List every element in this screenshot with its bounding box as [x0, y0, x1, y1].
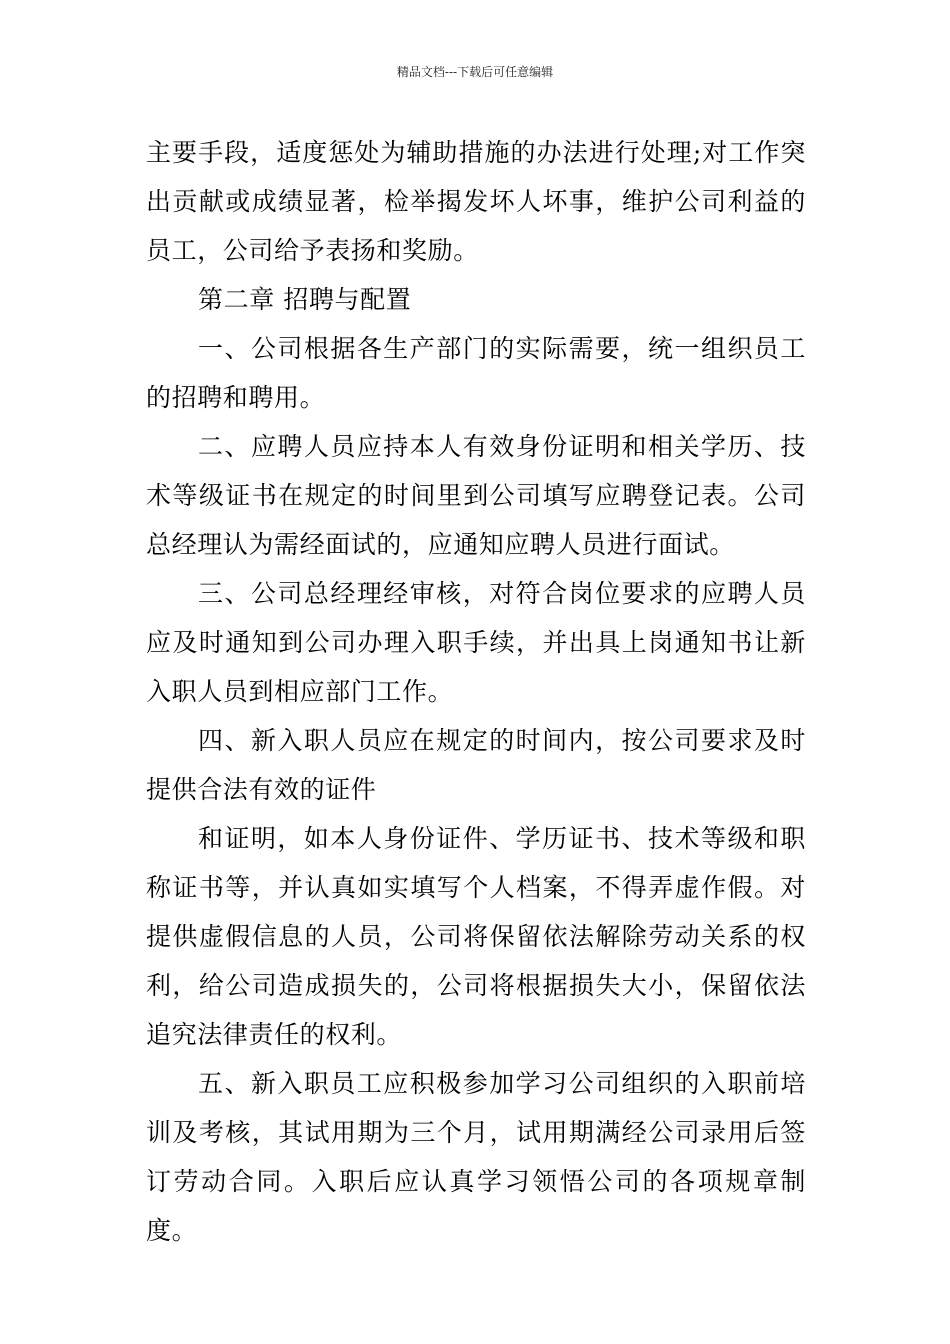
chapter-heading: 第二章 招聘与配置 [198, 285, 412, 314]
paragraph-item-1: 一、公司根据各生产部门的实际需要，统一组织员工的招聘和聘用。 [146, 334, 806, 412]
document-body [146, 128, 806, 1255]
paragraph-item-3: 三、公司总经理经审核，对符合岗位要求的应聘人员应及时通知到公司办理入职手续，并出具上岗通知书让新入职人员到相应部门工作。 [146, 579, 806, 706]
paragraph-item-5: 五、新入职员工应积极参加学习公司组织的入职前培训及考核，其试用期为三个月，试用期满经公司录用后签订劳动合同。入职后应认真学习领悟公司的各项规章制度。 [146, 1069, 806, 1245]
paragraph-item-2: 二、应聘人员应持本人有效身份证明和相关学历、技术等级证书在规定的时间里到公司填写应聘登记表。公司总经理认为需经面试的，应通知应聘人员进行面试。 [146, 432, 806, 559]
paragraph-continuation: 主要手段，适度惩处为辅助措施的办法进行处理;对工作突出贡献或成绩显著，检举揭发坏人坏事，维护公司利益的员工，公司给予表扬和奖励。 [146, 138, 806, 265]
paragraph-item-4-continued: 和证明，如本人身份证件、学历证书、技术等级和职称证书等，并认真如实填写个人档案，不得弄虚作假。对提供虚假信息的人员，公司将保留依法解除劳动关系的权利，给公司造成损失的，公司将根据损失大小，保留依法追究法律责任的权利。 [146, 824, 806, 1049]
page-header: 精品文档---下载后可任意编辑 [396, 65, 554, 79]
paragraph-item-4: 四、新入职人员应在规定的时间内，按公司要求及时提供合法有效的证件 [146, 726, 806, 804]
